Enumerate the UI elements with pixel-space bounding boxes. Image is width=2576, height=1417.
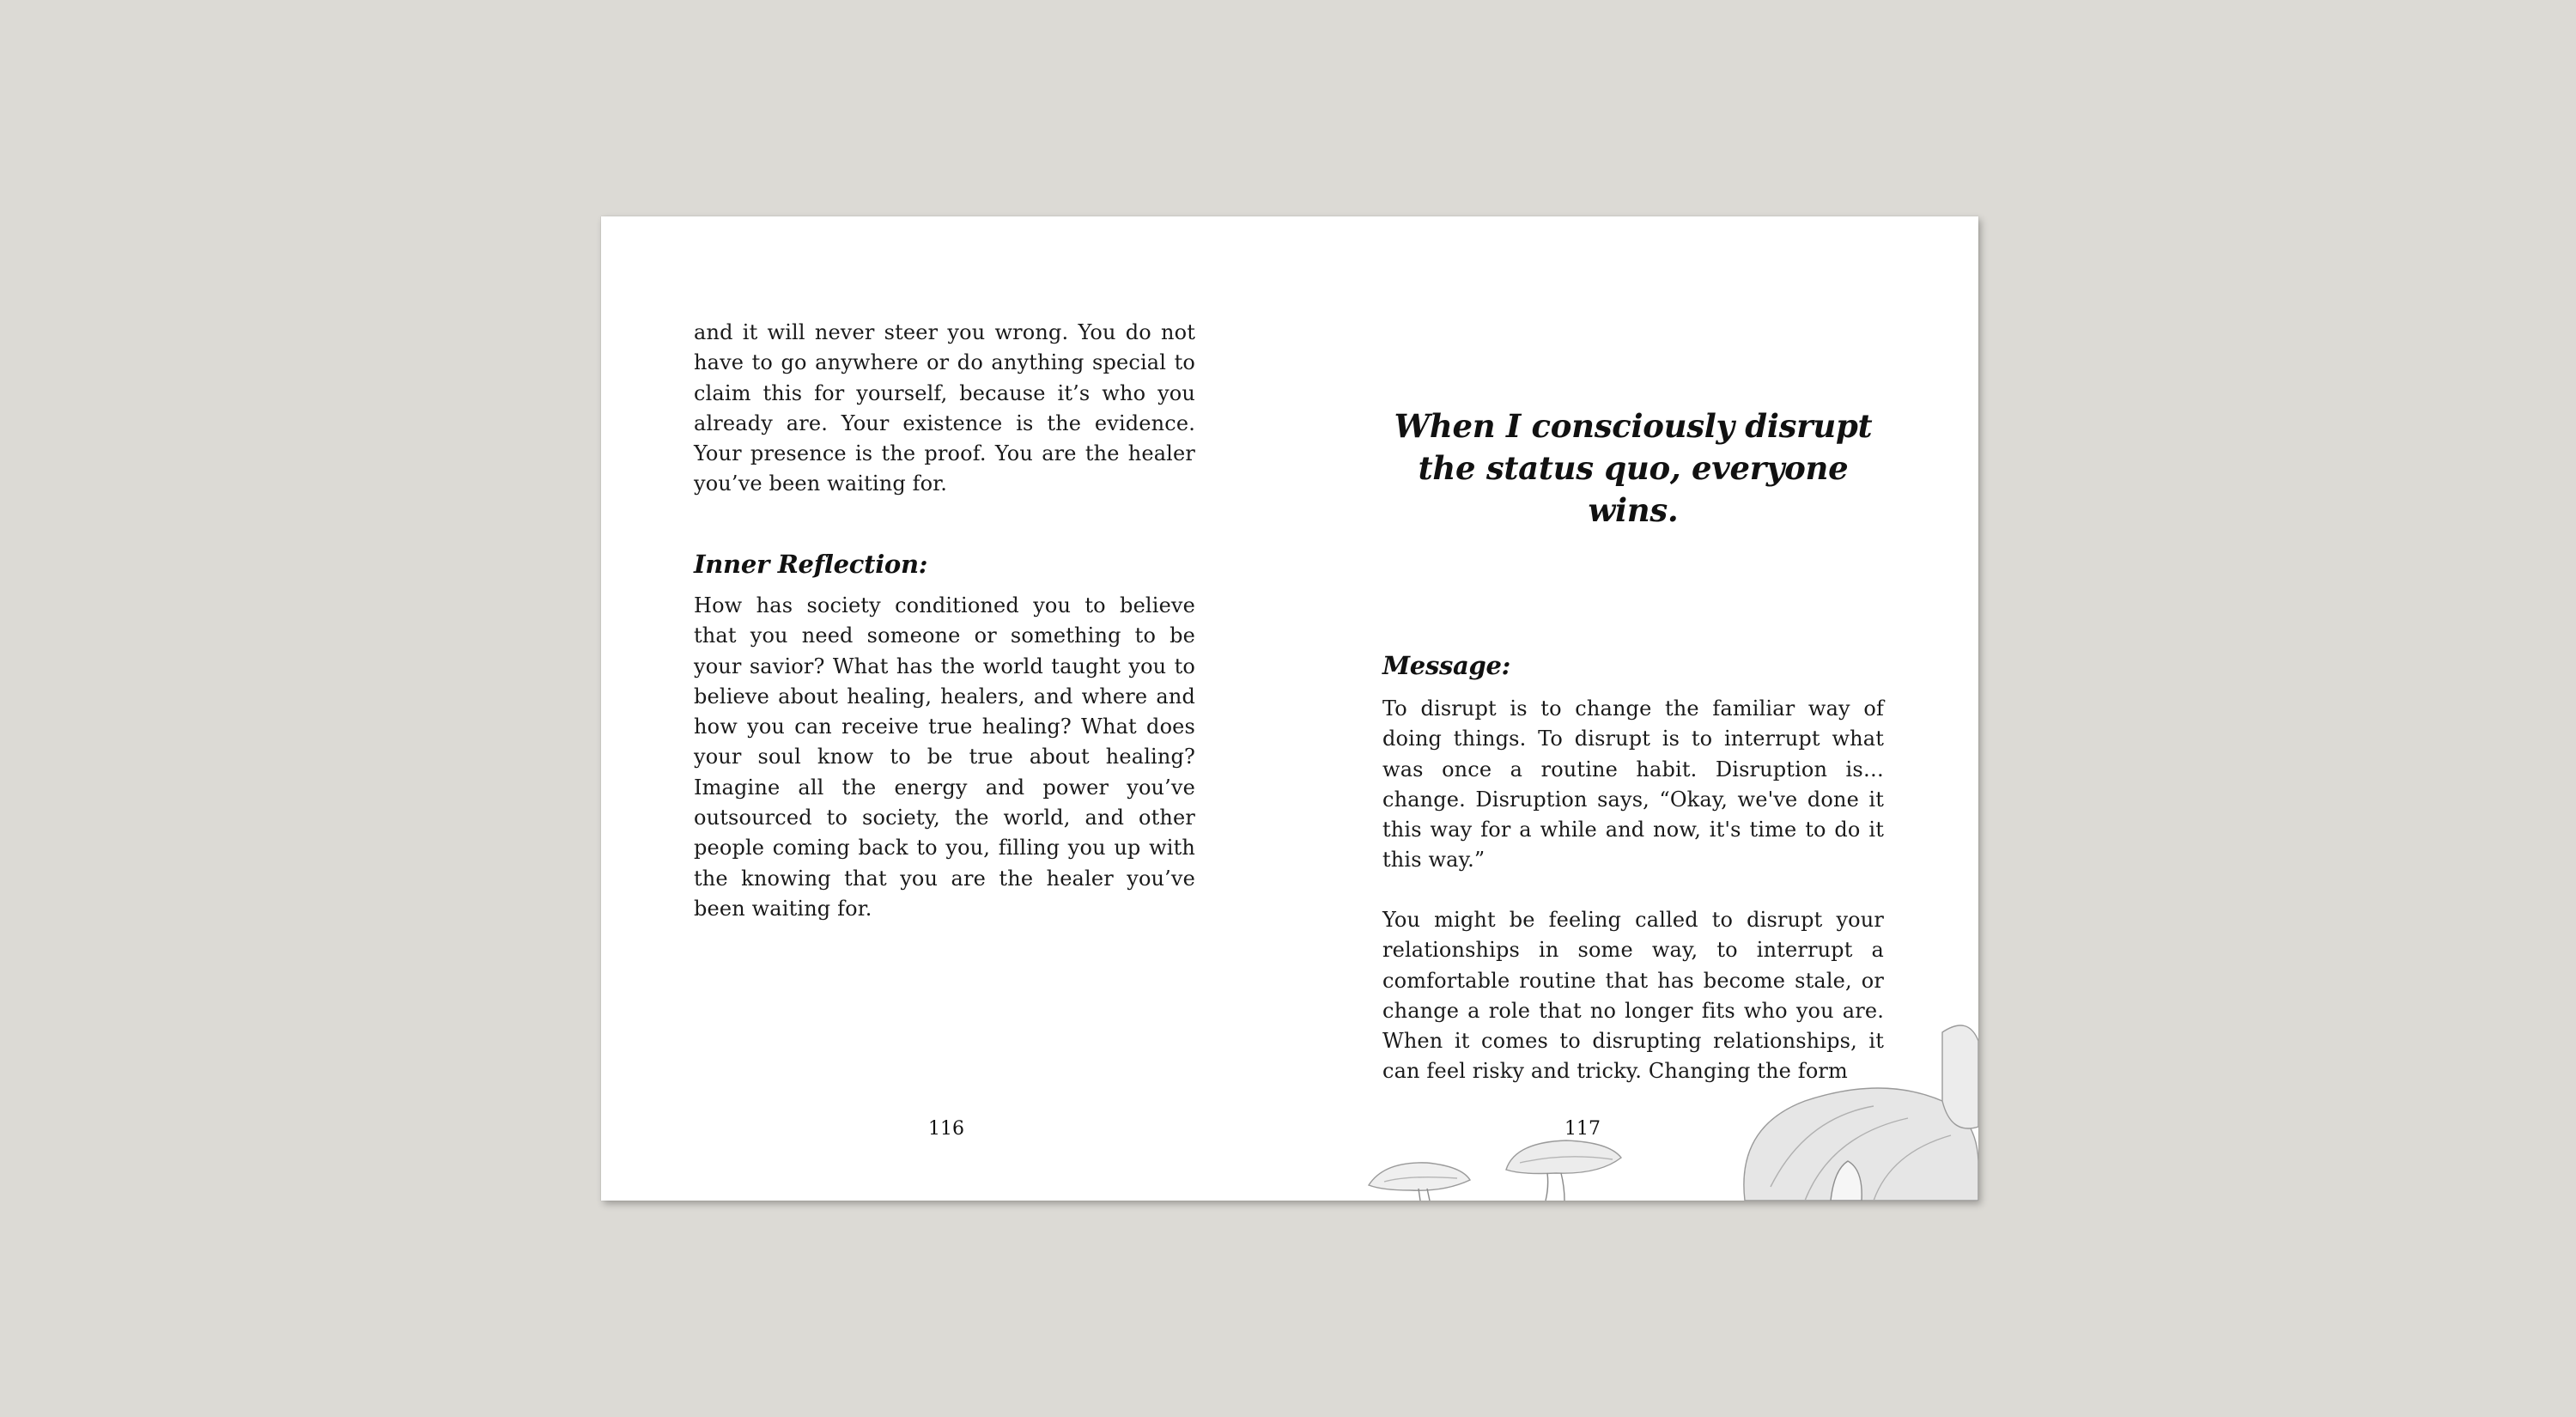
page-number-left: 116: [928, 1118, 964, 1140]
right-page: [1290, 216, 1978, 1201]
page-number-right: 117: [1564, 1118, 1601, 1140]
quote-heading: When I consciously disrupt the status quo, everyone wins.: [1394, 407, 1873, 529]
inner-reflection-heading: Inner Reflection:: [694, 550, 928, 579]
intro-paragraph: and it will never steer you wrong. You do not have to go anywhere or do anything special to claim this for yourself, because it’s who you already are. Your existence is the evidence. Your presence is the proof. You are the healer you’ve been waiting for.: [694, 320, 1195, 496]
message-paragraph-1: To disrupt is to change the familiar way of doing things. To disrupt is to interrupt what was once a routine habit. Disruption is… change. Disruption says, “Okay, we've done it this way for a while and now, it's time to do it this way.”: [1382, 696, 1884, 873]
message-heading: Message:: [1382, 651, 1511, 680]
message-paragraph-2: You might be feeling called to disrupt your relationships in some way, to interrupt a comfortable routine that has become stale, or change a role that no longer fits who you are. When it comes to disrupting relationships, it can feel risky and tricky. Changing the form: [1382, 908, 1884, 1084]
mushroom-illustration: [1290, 1024, 1978, 1201]
left-page: [601, 216, 1290, 1201]
reflection-paragraph: How has society conditioned you to believe that you need someone or something to be your savior? What has the world taught you to believe about healing, healers, and where and how you can receive true healing? What does your soul know to be true about healing? Imagine all the energy and power you’ve outsourced to society, the world, and other people coming back to you, filling you up with the knowing that you are the healer you’ve been waiting for.: [694, 593, 1195, 921]
book-spread: [601, 216, 1978, 1201]
